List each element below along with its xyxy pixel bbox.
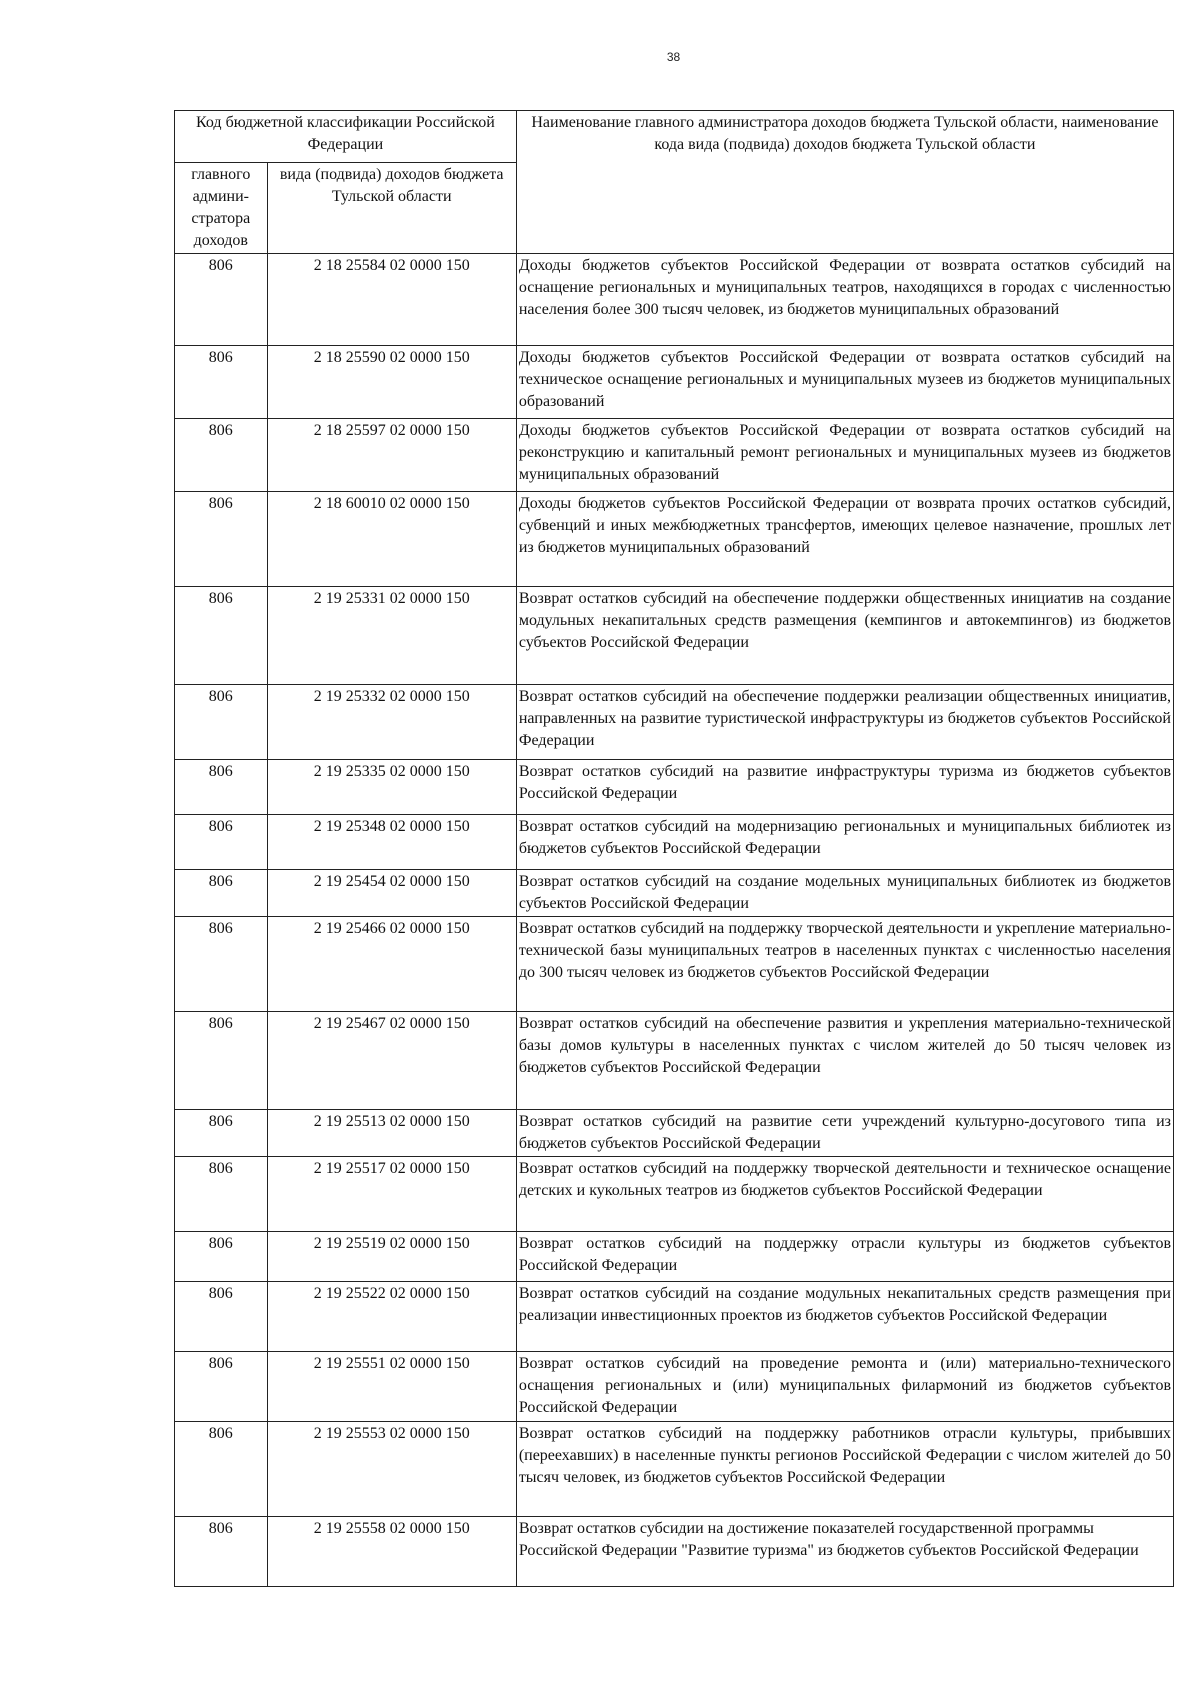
admin-code-cell: 806 [175, 815, 268, 870]
revenue-code-cell: 2 18 25584 02 0000 150 [267, 254, 516, 346]
description-cell: Возврат остатков субсидий на обеспечение поддержки общественных инициатив на создание модульных некапитальных средств размещения (кемпингов и автокемпингов) из бюджетов субъектов Российской Федерации [516, 587, 1173, 685]
table-row [175, 1012, 1174, 1110]
description-cell: Возврат остатков субсидий на развитие сети учреждений культурно-досугового типа из бюджетов субъектов Российской Федерации [516, 1110, 1173, 1157]
table-row [175, 1517, 1174, 1587]
table-body [175, 254, 1174, 1587]
description-cell: Возврат остатков субсидий на проведение ремонта и (или) материально-технического оснащения региональных и (или) муниципальных филармоний из бюджетов субъектов Российской Федерации [516, 1352, 1173, 1422]
table-row [175, 346, 1174, 419]
admin-code-cell: 806 [175, 685, 268, 760]
admin-code-cell: 806 [175, 254, 268, 346]
revenue-code-cell: 2 19 25517 02 0000 150 [267, 1157, 516, 1232]
revenue-code-cell: 2 19 25558 02 0000 150 [267, 1517, 516, 1587]
header-admin-column: главного админи-стратора доходов [175, 163, 268, 254]
table-row [175, 1232, 1174, 1282]
description-cell: Возврат остатков субсидий на поддержку работников отрасли культуры, прибывших (переехавших) в населенные пункты регионов Российской Федерации с числом жителей до 50 тысяч человек, из бюджетов субъектов Российской Федерации [516, 1422, 1173, 1517]
revenue-code-cell: 2 18 25597 02 0000 150 [267, 419, 516, 492]
admin-code-cell: 806 [175, 587, 268, 685]
revenue-code-cell: 2 19 25332 02 0000 150 [267, 685, 516, 760]
budget-classification-table [174, 110, 1174, 1587]
revenue-code-cell: 2 19 25335 02 0000 150 [267, 760, 516, 815]
table-row [175, 1282, 1174, 1352]
revenue-code-cell: 2 19 25348 02 0000 150 [267, 815, 516, 870]
table-row [175, 1422, 1174, 1517]
revenue-code-cell: 2 19 25466 02 0000 150 [267, 917, 516, 1012]
table-row [175, 1352, 1174, 1422]
table-row [175, 254, 1174, 346]
revenue-code-cell: 2 18 25590 02 0000 150 [267, 346, 516, 419]
description-cell: Возврат остатков субсидий на обеспечение поддержки реализации общественных инициатив, направленных на развитие туристической инфраструктуры из бюджетов субъектов Российской Федерации [516, 685, 1173, 760]
table-row [175, 685, 1174, 760]
table-row [175, 492, 1174, 587]
admin-code-cell: 806 [175, 1352, 268, 1422]
admin-code-cell: 806 [175, 1110, 268, 1157]
admin-code-cell: 806 [175, 1422, 268, 1517]
table-row [175, 1110, 1174, 1157]
description-cell: Возврат остатков субсидий на поддержку творческой деятельности и техническое оснащение детских и кукольных театров из бюджетов субъектов Российской Федерации [516, 1157, 1173, 1232]
description-cell: Доходы бюджетов субъектов Российской Федерации от возврата прочих остатков субсидий, субвенций и иных межбюджетных трансфертов, имеющих целевое назначение, прошлых лет из бюджетов муниципальных образований [516, 492, 1173, 587]
revenue-code-cell: 2 19 25467 02 0000 150 [267, 1012, 516, 1110]
revenue-code-cell: 2 19 25553 02 0000 150 [267, 1422, 516, 1517]
admin-code-cell: 806 [175, 917, 268, 1012]
header-kbk-group: Код бюджетной классификации Российской Федерации [175, 111, 517, 163]
description-cell: Доходы бюджетов субъектов Российской Федерации от возврата остатков субсидий на оснащение региональных и муниципальных театров, находящихся в городах с численностью населения более 300 тысяч человек, из бюджетов муниципальных образований [516, 254, 1173, 346]
revenue-code-cell: 2 18 60010 02 0000 150 [267, 492, 516, 587]
admin-code-cell: 806 [175, 419, 268, 492]
revenue-code-cell: 2 19 25454 02 0000 150 [267, 870, 516, 917]
description-cell: Возврат остатков субсидий на создание модельных муниципальных библиотек из бюджетов субъектов Российской Федерации [516, 870, 1173, 917]
admin-code-cell: 806 [175, 1157, 268, 1232]
description-cell: Возврат остатков субсидий на поддержку отрасли культуры из бюджетов субъектов Российской Федерации [516, 1232, 1173, 1282]
table-row [175, 587, 1174, 685]
table-header [175, 111, 1174, 254]
description-cell: Возврат остатков субсидий на развитие инфраструктуры туризма из бюджетов субъектов Российской Федерации [516, 760, 1173, 815]
description-cell: Возврат остатков субсидий на поддержку творческой деятельности и укрепление материально-технической базы муниципальных театров в населенных пунктах с численностью населения до 300 тысяч человек из бюджетов субъектов Российской Федерации [516, 917, 1173, 1012]
admin-code-cell: 806 [175, 492, 268, 587]
table-row [175, 917, 1174, 1012]
revenue-code-cell: 2 19 25331 02 0000 150 [267, 587, 516, 685]
table-row [175, 760, 1174, 815]
header-type-column: вида (подвида) доходов бюджета Тульской области [267, 163, 516, 254]
description-cell: Возврат остатков субсидий на обеспечение развития и укрепления материально-технической базы домов культуры в населенных пунктах с числом жителей до 50 тысяч человек из бюджетов субъектов Российской Федерации [516, 1012, 1173, 1110]
revenue-code-cell: 2 19 25522 02 0000 150 [267, 1282, 516, 1352]
admin-code-cell: 806 [175, 1282, 268, 1352]
revenue-code-cell: 2 19 25519 02 0000 150 [267, 1232, 516, 1282]
admin-code-cell: 806 [175, 760, 268, 815]
header-name-column: Наименование главного администратора доходов бюджета Тульской области, наименование кода вида (подвида) доходов бюджета Тульской области [516, 111, 1173, 254]
admin-code-cell: 806 [175, 1232, 268, 1282]
description-cell: Возврат остатков субсидии на достижение показателей государственной программы Российской Федерации "Развитие туризма" из бюджетов субъектов Российской Федерации [516, 1517, 1173, 1587]
revenue-code-cell: 2 19 25513 02 0000 150 [267, 1110, 516, 1157]
table-row [175, 1157, 1174, 1232]
page-number: 38 [666, 50, 681, 64]
description-cell: Доходы бюджетов субъектов Российской Федерации от возврата остатков субсидий на реконструкцию и капитальный ремонт региональных и муниципальных музеев из бюджетов муниципальных образований [516, 419, 1173, 492]
description-cell: Доходы бюджетов субъектов Российской Федерации от возврата остатков субсидий на техническое оснащение региональных и муниципальных музеев из бюджетов муниципальных образований [516, 346, 1173, 419]
table-row [175, 419, 1174, 492]
admin-code-cell: 806 [175, 1517, 268, 1587]
table-row [175, 870, 1174, 917]
admin-code-cell: 806 [175, 346, 268, 419]
revenue-code-cell: 2 19 25551 02 0000 150 [267, 1352, 516, 1422]
table-row [175, 815, 1174, 870]
description-cell: Возврат остатков субсидий на создание модульных некапитальных средств размещения при реализации инвестиционных проектов из бюджетов субъектов Российской Федерации [516, 1282, 1173, 1352]
description-cell: Возврат остатков субсидий на модернизацию региональных и муниципальных библиотек из бюджетов субъектов Российской Федерации [516, 815, 1173, 870]
admin-code-cell: 806 [175, 1012, 268, 1110]
admin-code-cell: 806 [175, 870, 268, 917]
